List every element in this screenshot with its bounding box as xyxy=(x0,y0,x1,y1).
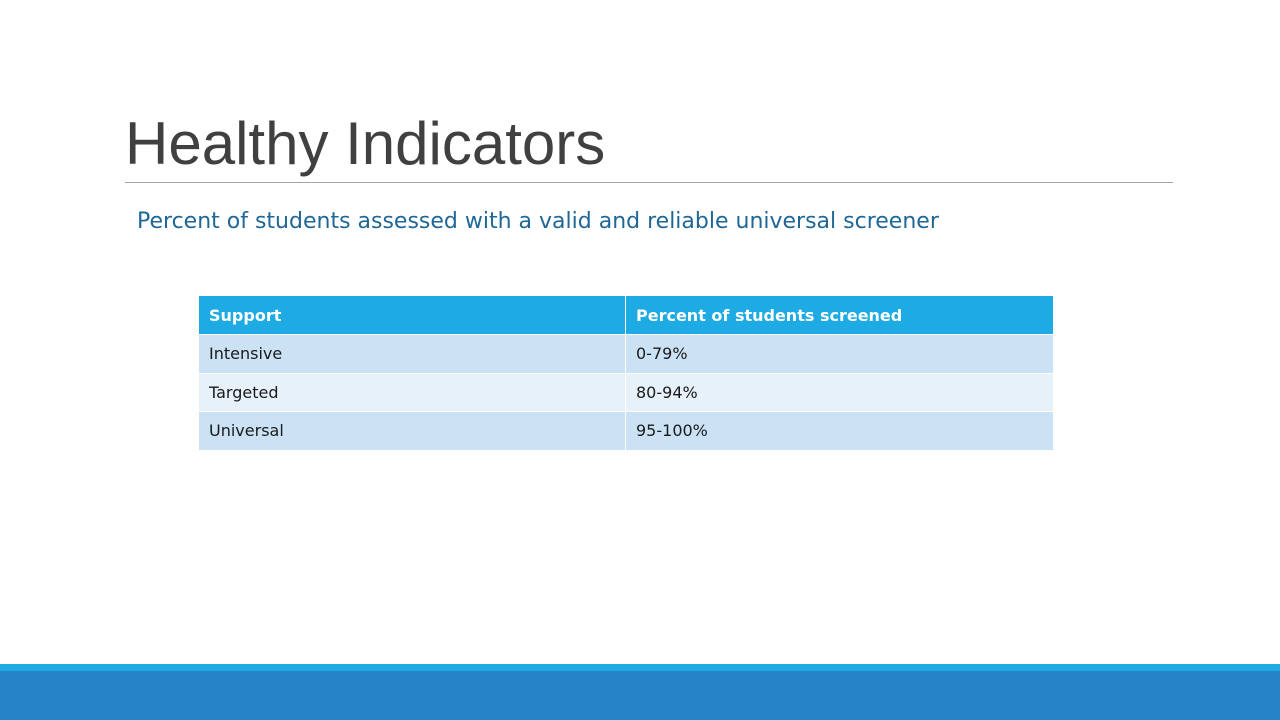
screening-table xyxy=(199,296,1053,451)
footer-bar xyxy=(0,671,1280,720)
column-header-support: Support xyxy=(199,296,626,335)
table-row xyxy=(199,412,1053,451)
support-cell: Intensive xyxy=(199,335,626,374)
table-row xyxy=(199,374,1053,413)
support-cell: Targeted xyxy=(199,374,626,413)
percent-cell: 80-94% xyxy=(626,374,1053,413)
support-cell: Universal xyxy=(199,412,626,451)
percent-cell: 95-100% xyxy=(626,412,1053,451)
footer-accent-stripe xyxy=(0,664,1280,671)
slide-subtitle: Percent of students assessed with a valid and reliable universal screener xyxy=(137,209,939,234)
percent-cell: 0-79% xyxy=(626,335,1053,374)
slide-title: Healthy Indicators xyxy=(125,110,606,177)
table-row xyxy=(199,335,1053,374)
title-divider xyxy=(125,182,1173,183)
table-header-row xyxy=(199,296,1053,335)
column-header-percent: Percent of students screened xyxy=(626,296,1053,335)
